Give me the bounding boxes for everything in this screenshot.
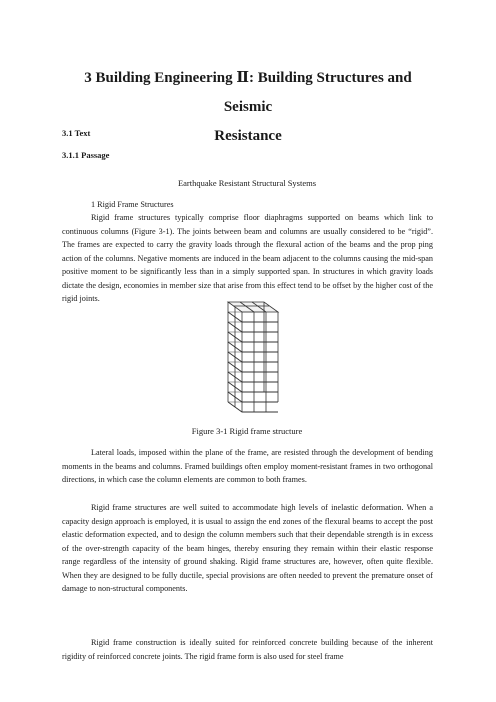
chapter-title-line-1: 3 Building Engineering Ⅱ: Building Structures and Seismic [84,70,412,115]
paragraph-1: Rigid frame structures typically comprise floor diaphragms supported on beams which link to continuous columns (Figure 3-1). The joints between beam and columns are usually considered to be “rigid”. The frames are expected to carry the gravity loads through the flexural action of the beams and the prop ping action of the columns. Negative moments are induced in the beam adjacent to the columns causing the mid-span positive moment to be significantly less than in a simply supported span. In structures in which gravity loads dictate the design, economies in member size that arise from this effect tend to be offset by the higher cost of the rigid joints. [62,213,433,303]
subheading-rigid-frame: 1 Rigid Frame Structures [91,200,174,209]
paragraph-3: Rigid frame structures are well suited to accommodate high levels of inelastic deformation. When a capacity design approach is employed, it is usual to assign the end zones of the flexural beams to accept the post elastic deformation expected, and to design the column members such that their dependable strength is in excess of the over-strength capacity of the beam hinges, thereby ensuring they remain within their elastic response range regardless of the intensity of ground shaking. Rigid frame structures are, however, often quite flexible. When they are designed to be fully ductile, special provisions are often needed to prevent the premature onset of damage to non-structural components. [62,503,433,593]
chapter-title-line-2: Resistance [214,128,282,144]
passage-title: Earthquake Resistant Structural Systems [177,178,317,188]
section-heading-3-1-1: 3.1.1 Passage [62,150,110,160]
figure-caption: Figure 3-1 Rigid frame structure [191,426,303,436]
rigid-frame-figure [206,298,286,414]
section-heading-3-1: 3.1 Text [62,128,91,138]
chapter-title [60,64,436,151]
paragraph-2: Lateral loads, imposed within the plane of the frame, are resisted through the development of bending moments in the beams and columns. Framed buildings often employ moment-resistant frames in two orthogonal directions, in which case the column elements are common to both frames. [62,448,433,484]
paragraph-4: Rigid frame construction is ideally suited for reinforced concrete building because of the inherent rigidity of reinforced concrete joints. The rigid frame form is also used for steel frame [62,638,433,661]
